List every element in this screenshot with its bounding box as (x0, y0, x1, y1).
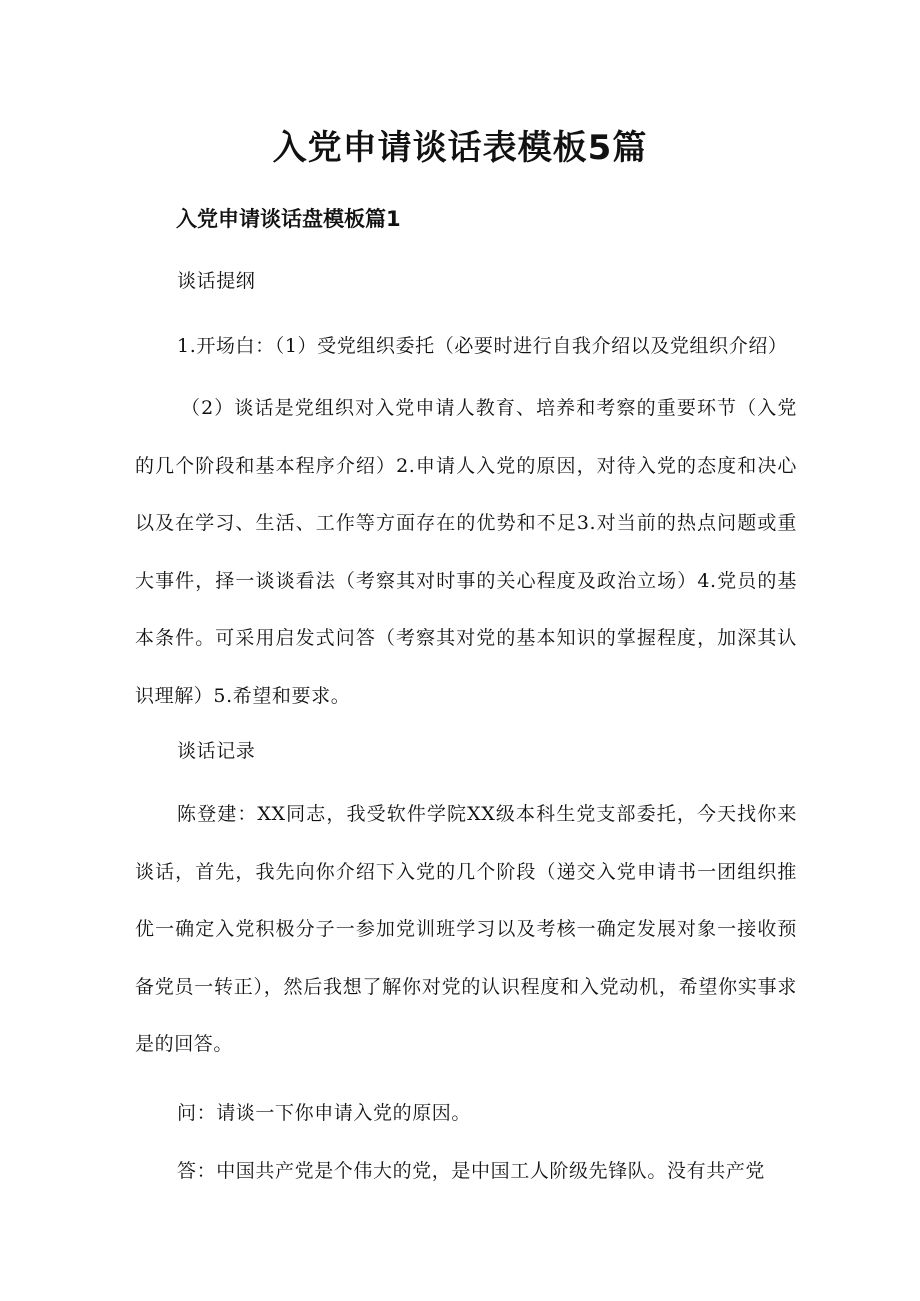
document-title: 入党申请谈话表模板5篇 (272, 128, 648, 168)
question-line: 问：请谈一下你申请入党的原因。 (177, 1102, 472, 1124)
outline-item-1: 1.开场白：（1）受党组织委托（必要时进行自我介绍以及党组织介绍） (177, 335, 788, 357)
record-paragraph: 陈登建：XX同志，我受软件学院XX级本科生党支部委托，今天找你来谈话，首先，我先向你介绍下入党的几个阶段（递交入党申请书一团组织推优一确定入党积极分子一参加党训班学习以及考核一确定发展对象一接收预备党员一转正），然后我想了解你对党的认识程度和入党动机，希望你实事求是的回答。 (135, 803, 797, 1055)
record-heading: 谈话记录 (177, 740, 256, 762)
outline-heading: 谈话提纲 (177, 270, 256, 292)
outline-paragraph: （2）谈话是党组织对入党申请人教育、培养和考察的重要环节（入党的几个阶段和基本程序介绍）2.申请人入党的原因，对待入党的态度和决心以及在学习、生活、工作等方面存在的优势和不足3.对当前的热点问题或重大事件，择一谈谈看法（考察其对时事的关心程度及政治立场）4.党员的基本条件。可采用启发式问答（考察其对党的基本知识的掌握程度，加深其认识理解）5.希望和要求。 (135, 397, 797, 707)
section-title: 入党申请谈话盘模板篇1 (176, 207, 401, 231)
answer-line: 答：中国共产党是个伟大的党，是中国工人阶级先锋队。没有共产党 (177, 1160, 766, 1182)
